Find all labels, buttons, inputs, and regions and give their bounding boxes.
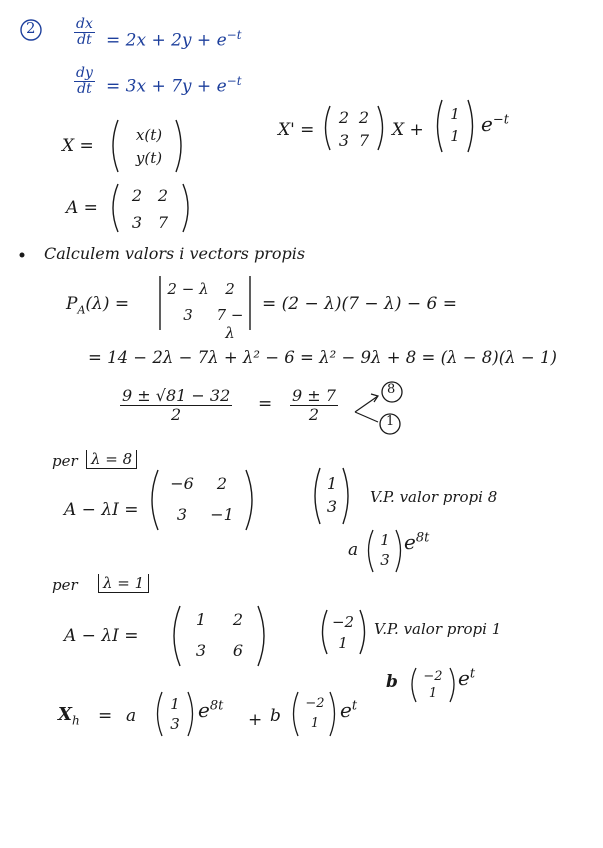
general-lhs xyxy=(58,704,80,728)
eq2-den: dt xyxy=(77,80,92,97)
cp-d11: 2 − λ xyxy=(167,280,209,298)
c1-e: e xyxy=(404,530,416,554)
matrix-form-lhs: X' = xyxy=(278,120,315,140)
cp-sub: A xyxy=(77,303,86,317)
root-1: 1 xyxy=(386,414,395,429)
bullet-text: Calculem valors i vectors propis xyxy=(44,244,306,263)
c2-m12: 2 xyxy=(232,610,244,629)
ad-a12: 2 xyxy=(157,186,169,205)
matrix-form-A xyxy=(334,108,374,150)
general-eq: = xyxy=(98,706,113,726)
eq2-exp: −t xyxy=(226,74,242,88)
mf-a12: 2 xyxy=(358,108,370,127)
c1-m22: −1 xyxy=(210,505,234,524)
charpoly-lhs xyxy=(66,294,129,316)
case2-sol-vec xyxy=(418,669,448,703)
mf-a11: 2 xyxy=(338,108,350,127)
case1-sol-exp xyxy=(404,530,429,554)
c1-m12: 2 xyxy=(216,474,228,493)
root-8: 8 xyxy=(387,382,396,397)
gen-e2-exp: t xyxy=(351,698,358,714)
mf-tail-e: e xyxy=(481,112,493,136)
a-def-lhs: A = xyxy=(66,198,98,218)
gen-e1: e xyxy=(198,698,210,722)
roots-frac-1 xyxy=(120,388,232,423)
x-def-vector xyxy=(124,124,174,171)
c1-v1: 1 xyxy=(326,474,338,493)
case1-lhs: A − λI = xyxy=(64,500,139,520)
cp-P: P xyxy=(66,294,78,314)
cp-arg: (λ) = xyxy=(85,294,130,314)
roots-frac-2 xyxy=(290,388,338,423)
general-v2 xyxy=(300,694,330,733)
gen-sub: h xyxy=(71,713,80,728)
c2-exp: t xyxy=(469,666,476,682)
roots-eq: = xyxy=(258,394,273,414)
cp-d22: 7 − λ xyxy=(216,306,244,342)
roots-num-1: 9 ± √81 − 32 xyxy=(122,386,231,405)
charpoly-rhs: = (2 − λ)(7 − λ) − 6 = xyxy=(262,294,457,314)
mf-v1: 1 xyxy=(450,105,460,123)
case1-matrix xyxy=(162,474,242,524)
ad-a11: 2 xyxy=(131,186,143,205)
gen-e1-exp: 8t xyxy=(209,698,224,714)
eq1-num: dx xyxy=(76,16,93,32)
case2-note: V.P. valor propi 1 xyxy=(374,620,502,638)
c2-v1: −2 xyxy=(331,613,355,631)
a-def-matrix xyxy=(124,186,176,232)
x-def-lhs: X = xyxy=(62,136,94,156)
matrix-form-tail xyxy=(481,112,509,136)
roots-den-2: 2 xyxy=(308,404,320,424)
eq1-rhs-text: = 2x + 2y + e xyxy=(106,30,227,51)
x-def-entry-2: y(t) xyxy=(135,149,163,168)
c1-v2: 3 xyxy=(326,497,338,517)
c1-exp: 8t xyxy=(415,530,430,546)
c2-m11: 1 xyxy=(195,610,207,629)
eq1-rhs xyxy=(106,28,242,51)
eq1-derivative xyxy=(74,17,95,48)
problem-number: 2 xyxy=(26,19,36,37)
mf-a21: 3 xyxy=(338,131,350,150)
c2-e: e xyxy=(458,666,470,690)
general-e1 xyxy=(198,698,223,722)
mf-v2: 1 xyxy=(450,126,460,145)
gen-v2-2: 1 xyxy=(310,715,320,731)
c2-v2: 1 xyxy=(338,634,348,652)
mf-a22: 7 xyxy=(358,131,370,150)
roots-num-2: 9 ± 7 xyxy=(292,386,336,405)
eq2-num: dy xyxy=(76,65,93,81)
gen-v1-2: 3 xyxy=(170,715,180,734)
case1-sol-vec xyxy=(375,530,395,571)
cp-d12: 2 xyxy=(225,280,235,298)
ad-a22: 7 xyxy=(157,213,169,232)
case1-per: per xyxy=(52,452,78,470)
eq2-rhs-text: = 3x + 7y + e xyxy=(106,76,227,97)
mf-tail-exp: −t xyxy=(492,112,509,128)
c1-m11: −6 xyxy=(170,474,194,493)
c2-m22: 6 xyxy=(232,641,244,660)
case1-eigvec xyxy=(322,472,342,518)
gen-e2: e xyxy=(340,698,352,722)
c2-m21: 3 xyxy=(195,641,207,660)
c1-sv1: 1 xyxy=(380,531,390,549)
roots-den-1: 2 xyxy=(171,404,182,424)
case1-boxed: λ = 8 xyxy=(86,450,137,469)
c1-sv2: 3 xyxy=(380,551,390,570)
case2-boxed: λ = 1 xyxy=(98,574,149,593)
eq1-den: dt xyxy=(77,31,92,48)
gen-v1-1: 1 xyxy=(170,695,180,713)
c1-m21: 3 xyxy=(176,505,188,524)
matrix-form-mid: X + xyxy=(392,120,424,140)
general-plus: + xyxy=(248,710,263,730)
general-b: b xyxy=(270,706,281,726)
general-a: a xyxy=(126,706,137,726)
case1-note: V.P. valor propi 8 xyxy=(370,488,498,506)
case2-sol-exp xyxy=(458,666,475,690)
ad-a21: 3 xyxy=(131,213,143,232)
c2-sv1: −2 xyxy=(423,669,443,684)
general-e2 xyxy=(340,698,357,722)
x-def-entry-1: x(t) xyxy=(135,126,163,144)
case1-sol-coef: a xyxy=(348,540,359,560)
case2-sol-coef: b xyxy=(386,672,398,692)
gen-X: X xyxy=(58,704,72,725)
matrix-form-vector xyxy=(444,104,466,148)
eq1-exp: −t xyxy=(226,28,242,42)
case2-per: per xyxy=(52,576,78,594)
eq2-rhs xyxy=(106,74,242,97)
charpoly-line2: = 14 − 2λ − 7λ + λ² − 6 = λ² − 9λ + 8 = (λ − 8)(λ − 1) xyxy=(88,348,557,367)
general-v1 xyxy=(164,694,186,735)
cp-d21: 3 xyxy=(183,306,193,324)
eq2-derivative xyxy=(74,66,95,97)
case2-lhs: A − λI = xyxy=(64,626,139,646)
charpoly-det xyxy=(166,280,250,342)
c2-sv2: 1 xyxy=(428,685,438,701)
case2-matrix xyxy=(184,610,258,660)
gen-v2-1: −2 xyxy=(305,696,325,711)
case2-eigvec xyxy=(328,612,358,654)
